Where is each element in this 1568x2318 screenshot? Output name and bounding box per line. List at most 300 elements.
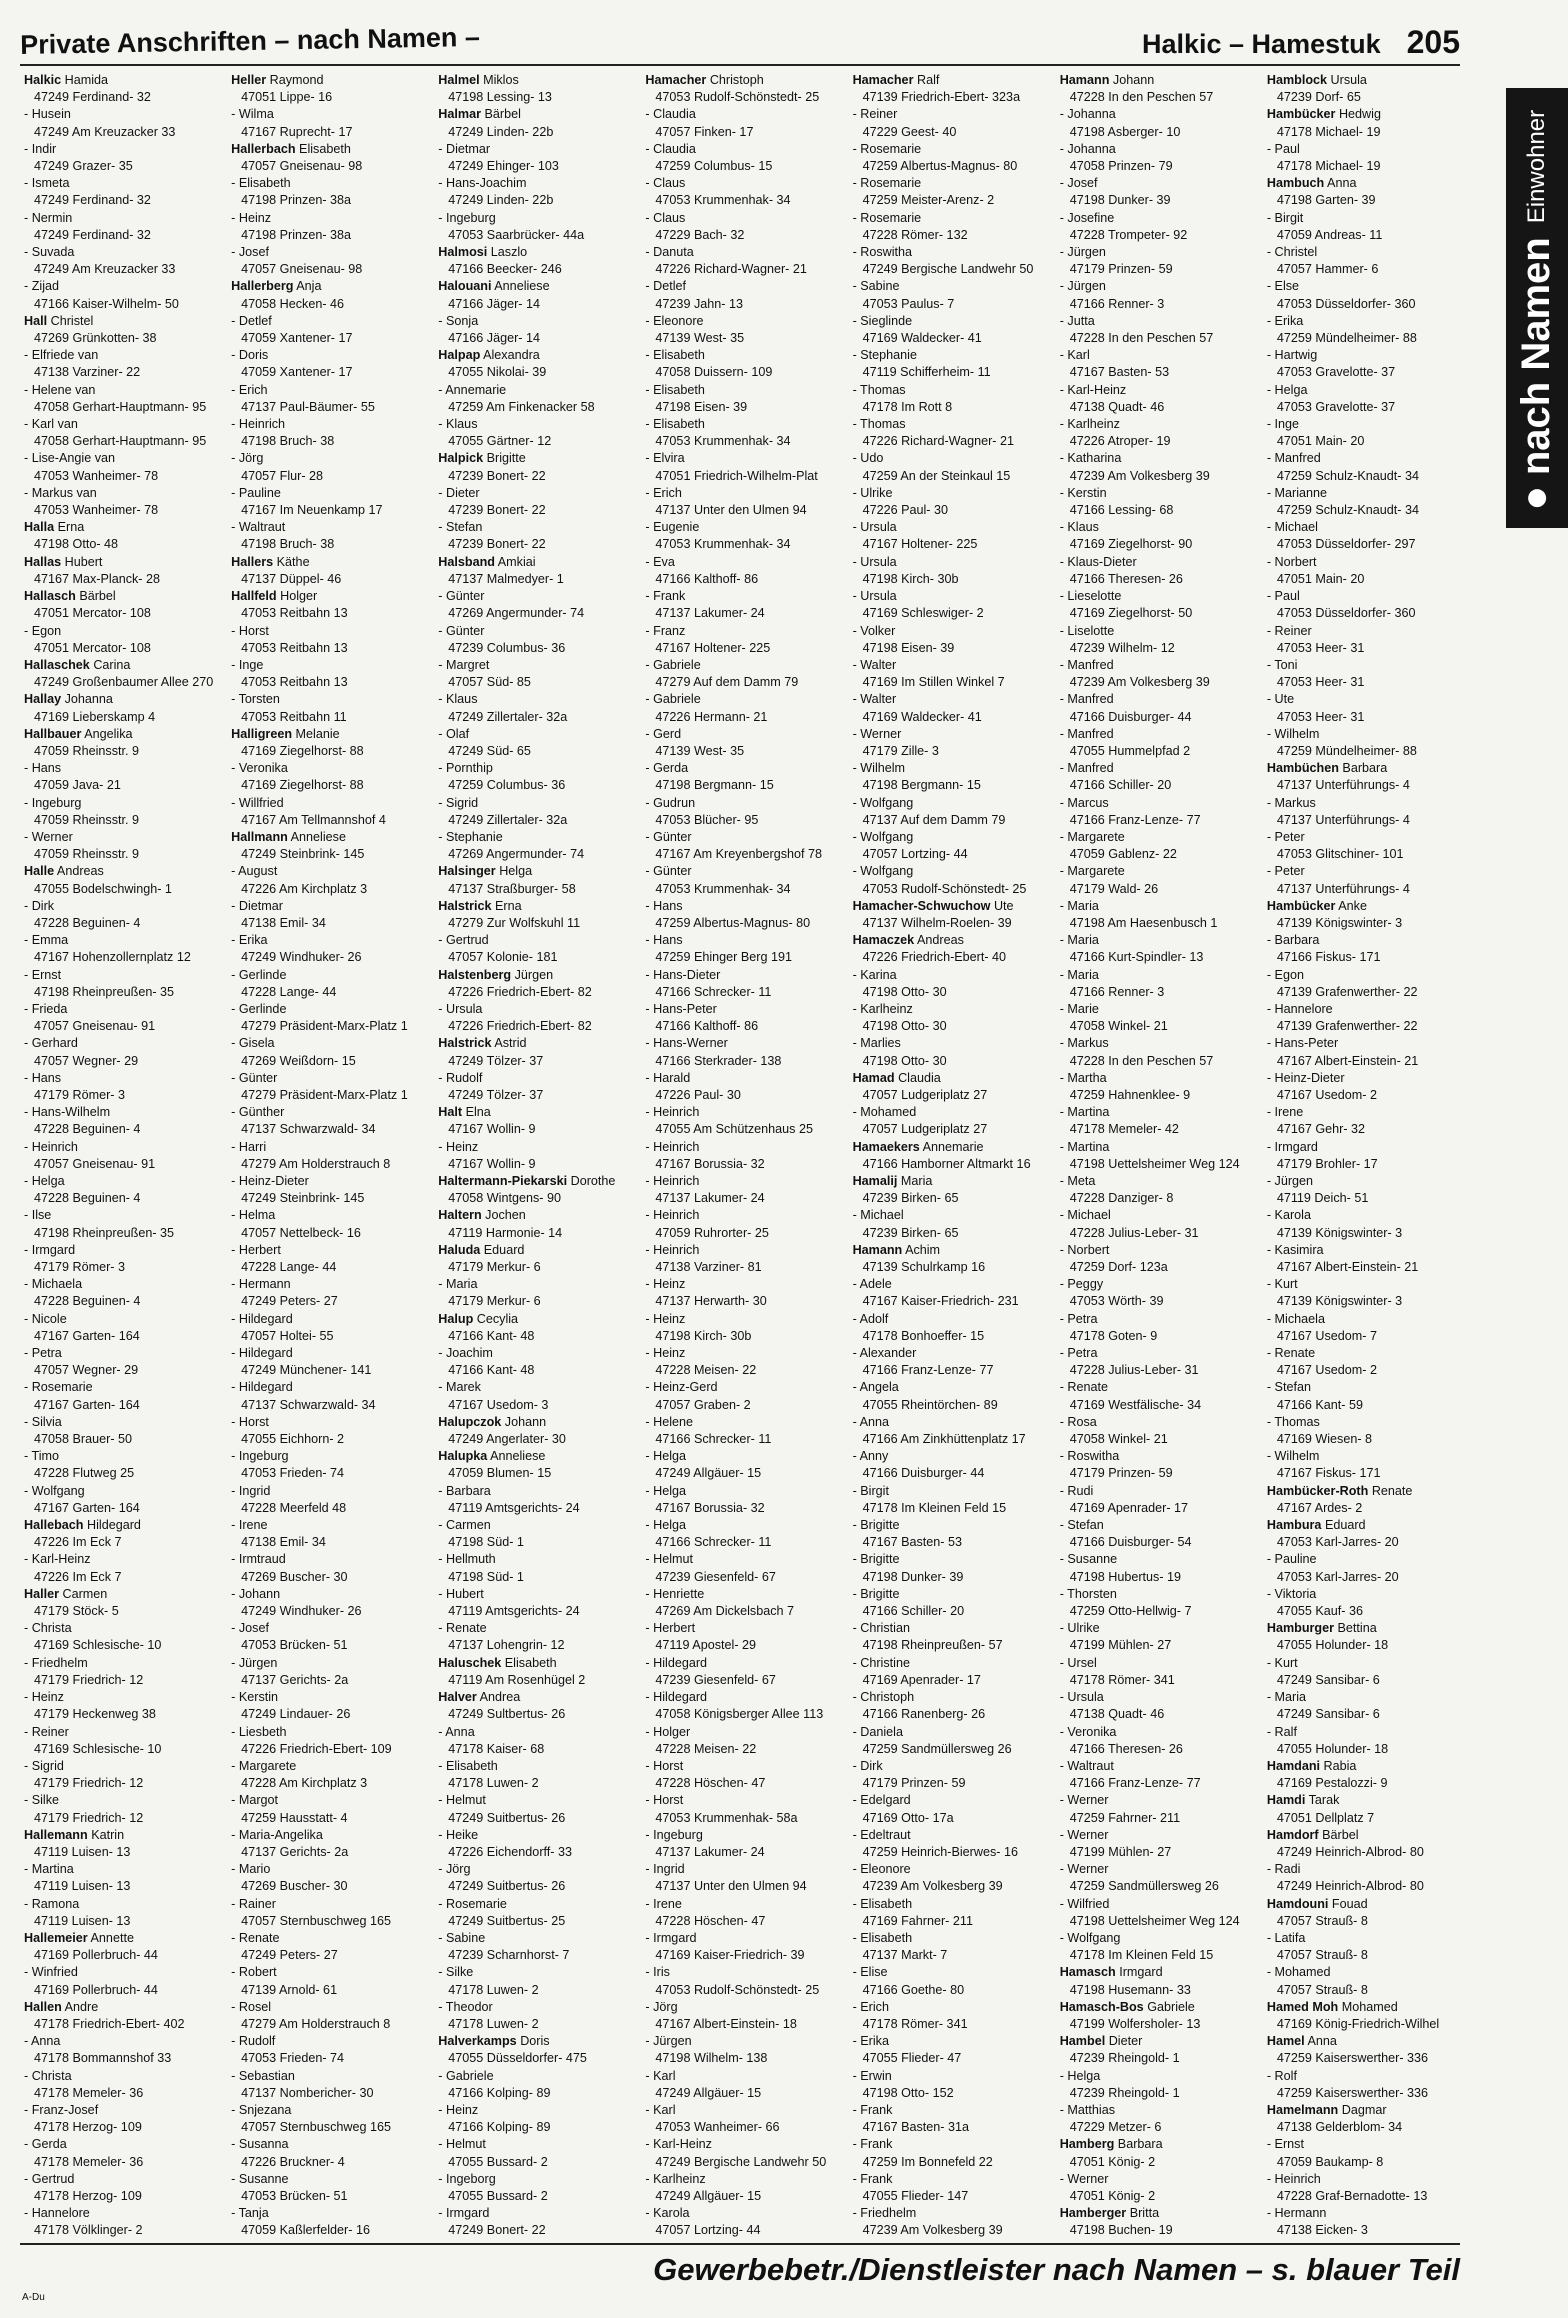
directory-entry: - Ingeburg 47053 Frieden- 74 — [227, 1448, 424, 1482]
surname: Hallay — [24, 692, 62, 707]
bullet-icon — [1528, 489, 1546, 507]
directory-entry: - Hildegard 47057 Holtei- 55 — [227, 1311, 424, 1345]
directory-entry: - Mario 47269 Buscher- 30 — [227, 1861, 424, 1895]
given-name: Inge — [238, 657, 264, 672]
given-name: Paul — [1274, 141, 1300, 156]
directory-entry: - Ingeburg 47053 Saarbrücker- 44a — [434, 210, 631, 244]
given-name: Rosemarie — [445, 1896, 507, 1911]
given-name: Elisabeth — [860, 1930, 913, 1945]
directory-entry: - Martina 47198 Uettelsheimer Weg 124 — [1056, 1139, 1253, 1173]
directory-entry: - Peggy 47053 Wörth- 39 — [1056, 1276, 1253, 1310]
given-name: Ralf — [916, 73, 940, 87]
given-name: Petra — [1067, 1311, 1098, 1326]
directory-entry: - Danuta 47226 Richard-Wagner- 21 — [641, 244, 838, 278]
directory-entry: - Edelgard 47169 Otto- 17a — [849, 1792, 1046, 1826]
address: 47226 Am Kirchplatz 3 — [241, 881, 368, 896]
directory-entry: - Elisabeth 47198 Eisen- 39 — [641, 382, 838, 416]
directory-entry: - Wolfgang 47167 Garten- 164 — [20, 1483, 217, 1517]
address: 47166 Schiller- 20 — [1069, 778, 1172, 793]
given-name: Werner — [1067, 1862, 1109, 1877]
given-name: Günther — [238, 1105, 285, 1120]
given-name: Claudia — [898, 1070, 941, 1085]
directory-entry: - Markus 47137 Unterführungs- 4 — [1263, 795, 1460, 829]
directory-entry: - Adolf 47178 Bonhoeffer- 15 — [849, 1311, 1046, 1345]
address: 47053 Reitbahn 11 — [241, 709, 347, 724]
given-name: Martina — [31, 1862, 74, 1877]
address: 47137 Unterführungs- 4 — [1276, 778, 1410, 793]
directory-entry: - Silke 47179 Friedrich- 12 — [20, 1792, 217, 1826]
directory-entry — [434, 1448, 631, 1482]
address: 47249 Suitbertus- 25 — [448, 1913, 566, 1928]
given-name: August — [238, 864, 278, 879]
address: 47179 Römer- 3 — [34, 1260, 126, 1275]
directory-entry: - Werner 47259 Fahrner- 211 — [1056, 1792, 1253, 1826]
directory-entry: - Karl 47053 Wanheimer- 66 — [641, 2102, 838, 2136]
given-name: Reiner — [860, 107, 898, 122]
directory-entry: - Helga 47053 Gravelotte- 37 — [1263, 382, 1460, 416]
address: 47179 Stöck- 5 — [34, 1604, 119, 1619]
directory-entry — [434, 1242, 631, 1276]
directory-entry: - Günter 47167 Am Kreyenbergshof 78 — [641, 829, 838, 863]
given-name: Josefine — [1067, 210, 1115, 225]
address: 47178 Bonhoeffer- 15 — [862, 1328, 985, 1343]
given-name: Detlef — [653, 279, 687, 294]
directory-entry: - Indir 47249 Grazer- 35 — [20, 141, 217, 175]
address: 47057 Lortzing- 44 — [862, 847, 968, 862]
given-name: Friedhelm — [31, 1655, 88, 1670]
address: 47138 Emil- 34 — [241, 1535, 326, 1550]
given-name: Claudia — [653, 141, 696, 156]
directory-entry: - Harald 47226 Paul- 30 — [641, 1070, 838, 1104]
directory-entry: - Rudolf 47053 Frieden- 74 — [227, 2033, 424, 2067]
surname: Halstrick — [438, 898, 492, 913]
given-name: Johann — [238, 1586, 281, 1601]
address: 47058 Gerhart-Hauptmann- 95 — [34, 399, 207, 414]
directory-entry — [1263, 1827, 1460, 1861]
address: 47169 Pestalozzi- 9 — [1276, 1776, 1388, 1791]
directory-entry: - Johanna 47198 Asberger- 10 — [1056, 106, 1253, 140]
directory-entry — [1263, 1517, 1460, 1551]
address: 47226 Im Eck 7 — [34, 1569, 122, 1584]
directory-entry: - Michael 47053 Düsseldorfer- 297 — [1263, 519, 1460, 553]
given-name: Werner — [860, 726, 902, 741]
given-name: Elisabeth — [653, 382, 705, 397]
address: 47259 Dorf- 123a — [1069, 1260, 1168, 1275]
surname: Hamann — [852, 1242, 903, 1257]
directory-entry: - Latifa 47057 Strauß- 8 — [1263, 1930, 1460, 1964]
directory-entry: - Egon 47051 Mercator- 108 — [20, 623, 217, 657]
given-name: Gerda — [31, 2137, 67, 2152]
directory-entry: - Zijad 47166 Kaiser-Wilhelm- 50 — [20, 278, 217, 312]
address: 47059 Blumen- 15 — [448, 1466, 552, 1481]
given-name: Harri — [238, 1139, 267, 1154]
directory-entry: - Kasimira 47167 Albert-Einstein- 21 — [1263, 1242, 1460, 1276]
directory-entry: - Klaus 47055 Gärtner- 12 — [434, 416, 631, 450]
surname: Hamberg — [1059, 2137, 1115, 2152]
directory-entry — [849, 1139, 1046, 1173]
directory-entry: - Michael 47228 Julius-Leber- 31 — [1056, 1207, 1253, 1241]
given-name: Helga — [1274, 382, 1308, 397]
address: 47055 Am Schützenhaus 25 — [655, 1122, 813, 1137]
given-name: Heinrich — [653, 1174, 700, 1188]
given-name: Brigitte — [860, 1518, 900, 1533]
given-name: Ingeburg — [31, 795, 82, 810]
directory-entry: - Karola 47057 Lortzing- 44 — [641, 2205, 838, 2237]
address: 47169 Im Stillen Winkel 7 — [862, 675, 1005, 690]
given-name: Hans — [653, 898, 683, 913]
address: 47249 Lindauer- 26 — [241, 1707, 351, 1722]
given-name: Hildegard — [87, 1518, 141, 1533]
given-name: Peggy — [1067, 1277, 1104, 1292]
given-name: Ingrid — [653, 1862, 685, 1877]
address: 47167 Usedom- 7 — [1276, 1328, 1377, 1343]
directory-entry: - Johann 47249 Windhuker- 26 — [227, 1586, 424, 1620]
given-name: Barbara — [445, 1483, 491, 1498]
given-name: Sebastian — [238, 2068, 295, 2083]
address: 47166 Schrecker- 11 — [655, 1535, 772, 1550]
address: 47249 Steinbrink- 145 — [241, 847, 365, 862]
given-name: Günter — [653, 829, 692, 844]
directory-entry — [434, 967, 631, 1001]
address: 47057 Gneisenau- 91 — [34, 1156, 156, 1171]
address: 47228 Am Kirchplatz 3 — [241, 1776, 368, 1791]
address: 47169 Kaiser-Friedrich- 39 — [655, 1948, 805, 1963]
directory-entry: - Jürgen 47198 Wilhelm- 138 — [641, 2033, 838, 2067]
given-name: Britta — [1129, 2206, 1160, 2221]
directory-entry — [434, 554, 631, 588]
directory-entry — [434, 1655, 631, 1689]
directory-entry: - Renate 47167 Usedom- 2 — [1263, 1345, 1460, 1379]
address: 47166 Renner- 3 — [1069, 984, 1165, 999]
surname: Hallebach — [24, 1518, 84, 1533]
directory-entry: - Heinz 47228 Meisen- 22 — [641, 1345, 838, 1379]
given-name: Carina — [93, 657, 131, 672]
address: 47226 Friedrich-Ebert- 109 — [241, 1741, 392, 1756]
given-name: Rudolf — [238, 2034, 276, 2049]
given-name: Heinz — [445, 1139, 479, 1154]
directory-entry: - Christel 47057 Hammer- 6 — [1263, 244, 1460, 278]
given-name: Rudi — [1067, 1483, 1094, 1498]
address: 47249 Bergische Landwehr 50 — [862, 262, 1034, 277]
directory-entry: - Thorsten 47259 Otto-Hellwig- 7 — [1056, 1586, 1253, 1620]
given-name: Thomas — [860, 417, 906, 432]
given-name: Elisabeth — [504, 1655, 557, 1670]
given-name: Heinrich — [653, 1208, 700, 1223]
given-name: Frieda — [31, 1001, 68, 1016]
address: 47199 Wolfersholer- 13 — [1069, 2016, 1201, 2031]
address: 47138 Varziner- 22 — [34, 365, 141, 380]
directory-entry: - Elisabeth 47178 Luwen- 2 — [434, 1758, 631, 1792]
given-name: Helga — [653, 1518, 687, 1533]
address: 47119 Schifferheim- 11 — [862, 365, 991, 380]
directory-entry — [434, 72, 631, 106]
given-name: Maria — [445, 1277, 478, 1292]
given-name: Sabine — [860, 279, 900, 294]
address: 47057 Strauß- 8 — [1276, 1948, 1368, 1963]
address: 47169 Apenrader- 17 — [862, 1672, 981, 1687]
directory-entry: - Heinrich 47055 Am Schützenhaus 25 — [641, 1104, 838, 1138]
given-name: Carmen — [445, 1518, 491, 1533]
surname: Heller — [231, 73, 267, 87]
address: 47179 Brohler- 17 — [1276, 1156, 1378, 1171]
address: 47239 Giesenfeld- 67 — [655, 1569, 776, 1584]
address: 47055 Nikolai- 39 — [448, 365, 547, 380]
directory-entry: - Rudi 47169 Apenrader- 17 — [1056, 1483, 1253, 1517]
directory-entry: - Claus 47229 Bach- 32 — [641, 210, 838, 244]
given-name: Michaela — [1274, 1311, 1325, 1326]
address: 47057 Holtei- 55 — [241, 1328, 334, 1343]
given-name: Danuta — [653, 245, 694, 260]
address: 47228 Julius-Leber- 31 — [1069, 1225, 1199, 1240]
given-name: Cecylia — [476, 1311, 519, 1326]
surname: Halt — [438, 1105, 463, 1120]
directory-entry — [434, 278, 631, 312]
address: 47166 Kurt-Spindler- 13 — [1069, 950, 1204, 965]
address: 47228 Julius-Leber- 31 — [1069, 1363, 1199, 1378]
directory-entry: - Ingeburg 47059 Rheinsstr. 9 — [20, 795, 217, 829]
address: 47239 Am Volkesberg 39 — [862, 1879, 1003, 1894]
directory-entry: - Heinrich 47228 Graf-Bernadotte- 13 — [1263, 2171, 1460, 2205]
directory-entry: - Nermin 47249 Ferdinand- 32 — [20, 210, 217, 244]
directory-entry — [849, 1242, 1046, 1276]
directory-entry: - Werner 47259 Sandmüllersweg 26 — [1056, 1861, 1253, 1895]
given-name: Kerstin — [1067, 485, 1107, 500]
surname: Hamacher — [645, 73, 707, 87]
directory-entry — [1263, 1758, 1460, 1792]
address: 47058 Hecken- 46 — [241, 296, 345, 311]
directory-entry: - Sigrid 47249 Zillertaler- 32a — [434, 795, 631, 829]
address: 47139 Königswinter- 3 — [1276, 915, 1403, 930]
surname: Halmar — [438, 107, 481, 122]
directory-entry: - Karlheinz 47226 Atroper- 19 — [1056, 416, 1253, 450]
address: 47249 Windhuker- 26 — [241, 950, 362, 965]
directory-entry — [849, 1173, 1046, 1207]
directory-entry: - Klaus-Dieter 47166 Theresen- 26 — [1056, 554, 1253, 588]
directory-entry: - Rosel 47279 Am Holderstrauch 8 — [227, 1999, 424, 2033]
directory-entry: - Manfred 47259 Schulz-Knaudt- 34 — [1263, 450, 1460, 484]
given-name: Miklos — [483, 73, 519, 87]
address: 47179 Friedrich- 12 — [34, 1776, 144, 1791]
address: 47167 Kaiser-Friedrich- 231 — [862, 1294, 1019, 1309]
address: 47059 Kaßlerfelder- 16 — [241, 2223, 370, 2237]
directory-entry: - Elise 47166 Goethe- 80 — [849, 1964, 1046, 1998]
address: 47057 Wegner- 29 — [34, 1053, 139, 1068]
directory-entry — [434, 863, 631, 897]
directory-entry: - Heinz-Dieter 47167 Usedom- 2 — [1263, 1070, 1460, 1104]
address: 47057 Strauß- 8 — [1276, 1982, 1368, 1997]
directory-entry: - Gabriele 47279 Auf dem Damm 79 — [641, 657, 838, 691]
given-name: Dirk — [860, 1758, 883, 1773]
address: 47169 Fahrner- 211 — [862, 1913, 973, 1928]
directory-entry: - Helga 47167 Borussia- 32 — [641, 1483, 838, 1517]
directory-entry: - Meta 47228 Danziger- 8 — [1056, 1173, 1253, 1207]
surname: Hamelmann — [1266, 2102, 1339, 2117]
given-name: Renate — [1274, 1346, 1316, 1361]
given-name: Herbert — [238, 1242, 281, 1257]
given-name: Nicole — [31, 1311, 67, 1326]
given-name: Erika — [1274, 313, 1304, 328]
given-name: Hubert — [64, 554, 103, 569]
directory-entry: - Friedhelm 47239 Am Volkesberg 39 — [849, 2205, 1046, 2237]
listing-column — [641, 72, 838, 2237]
directory-entry: - Suvada 47249 Am Kreuzacker 33 — [20, 244, 217, 278]
given-name: Hermann — [238, 1277, 291, 1292]
directory-entry: - Ernst 47198 Rheinpreußen- 35 — [20, 967, 217, 1001]
address: 47198 Bruch- 38 — [241, 537, 335, 552]
directory-entry: - Brigitte 47198 Dunker- 39 — [849, 1551, 1046, 1585]
side-tab-small-label: Einwohner — [1523, 109, 1551, 223]
address: 47058 Königsberger Allee 113 — [655, 1707, 824, 1722]
directory-entry: - Hans 47179 Römer- 3 — [20, 1070, 217, 1104]
given-name: Eleonore — [860, 1862, 911, 1877]
directory-entry: - Helene van 47058 Gerhart-Hauptmann- 95 — [20, 382, 217, 416]
directory-entry: - Roswitha 47179 Prinzen- 59 — [1056, 1448, 1253, 1482]
address: 47249 Großenbaumer Allee 270 — [34, 675, 214, 690]
directory-entry — [1263, 1896, 1460, 1930]
directory-entry: - Helma 47057 Nettelbeck- 16 — [227, 1207, 424, 1241]
directory-entry: - Manfred 47239 Am Volkesberg 39 — [1056, 657, 1253, 691]
address: 47059 Rheinsstr. 9 — [34, 812, 140, 827]
directory-entry: - Heinrich 47137 Lakumer- 24 — [641, 1173, 838, 1207]
address: 47259 Meister-Arenz- 2 — [862, 193, 995, 208]
given-name: Dietmar — [238, 898, 283, 913]
given-name: Dieter — [445, 485, 480, 500]
address: 47137 Düppel- 46 — [241, 571, 342, 586]
address: 47259 Kaiserswerther- 336 — [1276, 2085, 1429, 2100]
given-name: Birgit — [1274, 210, 1304, 225]
address: 47057 Ludgeriplatz 27 — [862, 1122, 988, 1137]
given-name: Ulrike — [860, 485, 893, 500]
given-name: Laszlo — [490, 245, 528, 260]
given-name: Hermann — [1274, 2206, 1327, 2221]
directory-entry: - Johanna 47058 Prinzen- 79 — [1056, 141, 1253, 175]
directory-entry: - Mohamed 47057 Ludgeriplatz 27 — [849, 1104, 1046, 1138]
directory-entry — [20, 588, 217, 622]
given-name: Margarete — [1067, 864, 1125, 879]
address: 47139 Grafenwerther- 22 — [1276, 1019, 1418, 1034]
given-name: Lieselotte — [1067, 589, 1122, 604]
directory-entry: - Manfred 47166 Schiller- 20 — [1056, 760, 1253, 794]
address: 47166 Schrecker- 11 — [655, 1432, 772, 1447]
directory-entry: - Ernst 47059 Baukamp- 8 — [1263, 2136, 1460, 2170]
address: 47051 Mercator- 108 — [34, 606, 151, 621]
given-name: Susanne — [1067, 1552, 1118, 1567]
address: 47279 Auf dem Damm 79 — [655, 675, 799, 690]
directory-entry: - Thomas 47169 Wiesen- 8 — [1263, 1414, 1460, 1448]
directory-entry: - Heinz 47198 Prinzen- 38a — [227, 210, 424, 244]
address: 47057 Flur- 28 — [241, 468, 324, 483]
given-name: Claus — [653, 210, 686, 225]
given-name: Margot — [238, 1793, 279, 1808]
address: 47279 Am Holderstrauch 8 — [241, 2016, 391, 2031]
address: 47228 Meisen- 22 — [655, 1741, 757, 1756]
given-name: Detlef — [238, 313, 272, 328]
directory-entry: - Peter 47053 Glitschiner- 101 — [1263, 829, 1460, 863]
address: 47059 Ruhrorter- 25 — [655, 1225, 769, 1240]
given-name: Ingeborg — [445, 2171, 496, 2186]
given-name: Maria-Angelika — [238, 1827, 323, 1842]
given-name: Johanna — [64, 692, 113, 707]
given-name: Angelika — [84, 726, 133, 741]
address: 47179 Zille- 3 — [862, 743, 939, 758]
address: 47057 Gneisenau- 98 — [241, 159, 363, 174]
given-name: Mario — [238, 1862, 271, 1877]
given-name: Roswitha — [860, 245, 913, 260]
given-name: Elise — [860, 1965, 888, 1980]
directory-entry: - Heike 47226 Eichendorff- 33 — [434, 1827, 631, 1861]
directory-entry — [1263, 106, 1460, 140]
directory-entry: - Ursula 47169 Schleswiger- 2 — [849, 588, 1046, 622]
given-name: Irmgard — [1119, 1965, 1163, 1980]
given-name: Wolfgang — [860, 795, 914, 810]
directory-entry — [227, 829, 424, 863]
given-name: Helga — [653, 1483, 687, 1498]
address: 47249 Ferdinand- 32 — [34, 90, 151, 105]
given-name: Ute — [993, 898, 1014, 913]
address: 47138 Varziner- 81 — [655, 1260, 762, 1275]
given-name: Anny — [859, 1449, 889, 1464]
address: 47179 Merkur- 6 — [448, 1260, 541, 1275]
given-name: Else — [1274, 279, 1300, 294]
given-name: Erika — [860, 2034, 889, 2049]
address: 47139 Königswinter- 3 — [1276, 1294, 1403, 1309]
listing-column — [1056, 72, 1253, 2237]
directory-entry: - Norbert 47051 Main- 20 — [1263, 554, 1460, 588]
directory-entry: - Hans 47259 Ehinger Berg 191 — [641, 932, 838, 966]
address: 47053 Wanheimer- 78 — [34, 503, 159, 518]
address: 47059 Andreas- 11 — [1276, 227, 1383, 242]
surname: Hamdorf — [1266, 1827, 1319, 1842]
given-name: Heinz — [31, 1690, 64, 1705]
given-name: Daniela — [860, 1724, 903, 1739]
given-name: Silvia — [31, 1414, 62, 1429]
address: 47249 Sultbertus- 26 — [448, 1707, 566, 1722]
given-name: Josef — [238, 245, 269, 260]
address: 47249 Heinrich-Albrod- 80 — [1276, 1844, 1424, 1859]
directory-entry: - Robert 47139 Arnold- 61 — [227, 1964, 424, 1998]
given-name: Radi — [1274, 1862, 1301, 1877]
address: 47179 Heckenweg 38 — [34, 1707, 156, 1722]
given-name: Wolfgang — [31, 1483, 85, 1498]
given-name: Margret — [445, 657, 490, 672]
address: 47167 Albert-Einstein- 21 — [1276, 1260, 1419, 1275]
given-name: Irmgard — [1274, 1139, 1318, 1154]
directory-entry: - Frank 47259 Im Bonnefeld 22 — [849, 2136, 1046, 2170]
given-name: Doris — [238, 348, 269, 363]
given-name: Hans — [31, 1070, 62, 1085]
directory-entry: - Toni 47053 Heer- 31 — [1263, 657, 1460, 691]
given-name: Karola — [1274, 1208, 1311, 1223]
given-name: Indir — [31, 141, 57, 156]
given-name: Dietmar — [445, 141, 491, 156]
directory-entry: - Claus 47053 Krummenhak- 34 — [641, 175, 838, 209]
directory-entry: - Irmgard 47179 Brohler- 17 — [1263, 1139, 1460, 1173]
given-name: Latifa — [1274, 1930, 1306, 1945]
directory-entry: - Nicole 47167 Garten- 164 — [20, 1311, 217, 1345]
given-name: Maria — [1067, 933, 1099, 948]
given-name: Petra — [1067, 1346, 1098, 1361]
directory-entry — [434, 244, 631, 278]
address: 47167 Holtener- 225 — [862, 537, 978, 552]
directory-entry: - Werner 47059 Rheinsstr. 9 — [20, 829, 217, 863]
directory-entry: - Erika 47249 Windhuker- 26 — [227, 932, 424, 966]
directory-entry — [20, 72, 217, 106]
given-name: Ursula — [445, 1001, 483, 1016]
given-name: Rosa — [1067, 1414, 1097, 1429]
address: 47053 Brücken- 51 — [241, 1638, 348, 1653]
given-name: Helmut — [445, 1793, 486, 1808]
given-name: Jürgen — [1274, 1174, 1314, 1188]
